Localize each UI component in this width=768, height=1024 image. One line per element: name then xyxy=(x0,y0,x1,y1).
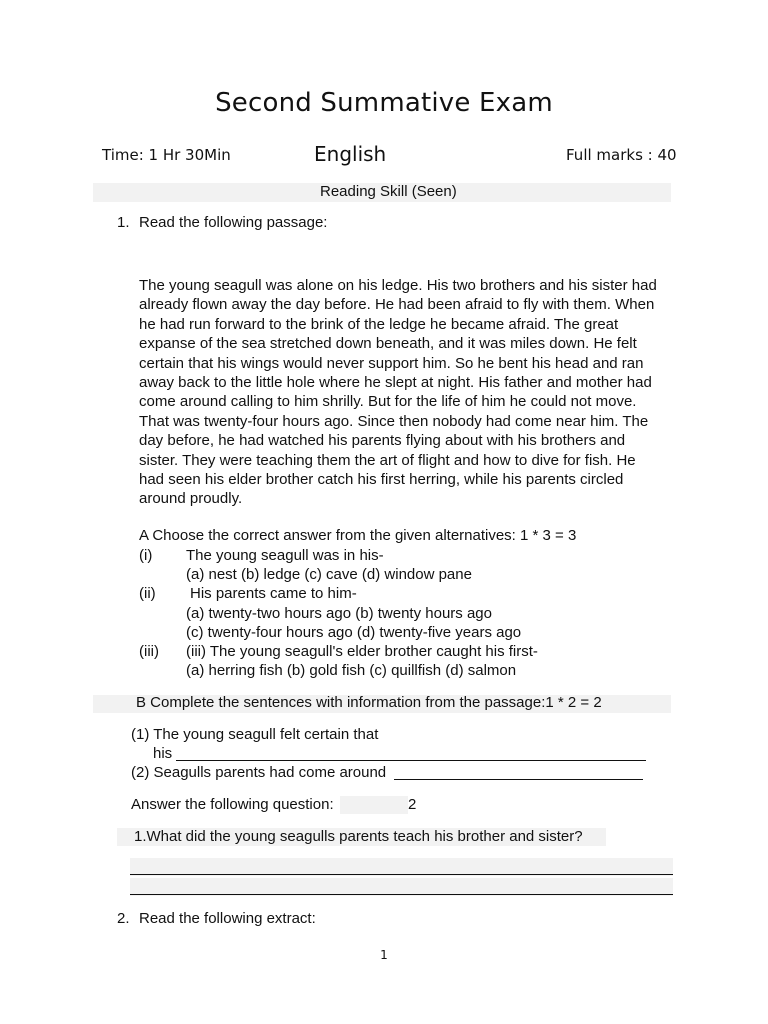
passage-line: certain that his wings would never support him. So he bent his head and ran xyxy=(139,354,644,372)
item-ii-options-1: (a) twenty-two hours ago (b) twenty hours ago xyxy=(186,605,492,622)
passage-line: had seen his elder brother catch his first herring, while his parents circled xyxy=(139,471,624,489)
item-ii-options-2: (c) twenty-four hours ago (d) twenty-five years ago xyxy=(186,624,522,641)
question-2-number: 2. xyxy=(117,910,130,927)
reading-passage xyxy=(139,276,679,509)
part-b-sentence-1-his: his xyxy=(153,745,173,762)
section-title: Reading Skill (Seen) xyxy=(320,183,457,200)
answer-line[interactable] xyxy=(130,880,673,895)
part-b-sentence-2: (2) Seagulls parents had come around xyxy=(131,764,387,781)
passage-line: That was twenty-four hours ago. Since then nobody had come near him. The xyxy=(139,412,649,430)
item-i-options: (a) nest (b) ledge (c) cave (d) window pane xyxy=(186,566,472,583)
part-c-marks: 2 xyxy=(408,796,417,813)
exam-time: Time: 1 Hr 30Min xyxy=(102,146,231,164)
part-b-title: B Complete the sentences with information from the passage:1 * 2 = 2 xyxy=(136,694,602,711)
exam-subject: English xyxy=(314,142,387,166)
passage-line: away back to the little hole where he slept at night. His father and mother had xyxy=(139,374,652,392)
item-iii-label: (iii) xyxy=(139,643,159,660)
part-a-title: A Choose the correct answer from the given alternatives: 1 * 3 = 3 xyxy=(139,527,577,544)
passage-line: he had run forward to the brink of the ledge he became afraid. The great xyxy=(139,315,619,333)
item-i-text: The young seagull was in his- xyxy=(186,547,384,564)
question-1-number: 1. xyxy=(117,214,130,231)
item-iii-options: (a) herring fish (b) gold fish (c) quillfish (d) salmon xyxy=(186,662,517,679)
item-ii-label: (ii) xyxy=(139,585,156,602)
answer-blank[interactable] xyxy=(394,765,643,780)
question-1-instruction: Read the following passage: xyxy=(139,214,328,231)
page-number: 1 xyxy=(380,948,388,962)
passage-line: around proudly. xyxy=(139,490,243,508)
passage-line: day before, he had watched his parents flying about with his brothers and xyxy=(139,432,626,450)
passage-line: expanse of the sea stretched down beneath, and it was miles down. He felt xyxy=(139,335,637,353)
full-marks: Full marks : 40 xyxy=(566,146,677,164)
item-iii-text: (iii) The young seagull's elder brother caught his first- xyxy=(186,643,538,660)
answer-line[interactable] xyxy=(130,860,673,875)
question-2-instruction: Read the following extract: xyxy=(139,910,316,927)
answer-blank[interactable] xyxy=(176,746,646,761)
part-b-sentence-1: (1) The young seagull felt certain that xyxy=(131,726,379,743)
marks-shade xyxy=(340,796,408,814)
part-c-question: 1.What did the young seagulls parents teach his brother and sister? xyxy=(134,828,583,845)
passage-line: sister. They were teaching them the art of flight and how to dive for fish. He xyxy=(139,451,636,469)
passage-line: The young seagull was alone on his ledge. His two brothers and his sister had xyxy=(139,277,657,294)
passage-line: already flown away the day before. He had been afraid to fly with them. When xyxy=(139,296,655,314)
part-c-title: Answer the following question: xyxy=(131,796,334,813)
exam-title: Second Summative Exam xyxy=(215,88,553,118)
passage-line: come around calling to him shrilly. But for the life of him he could not move. xyxy=(139,393,637,411)
item-ii-text: His parents came to him- xyxy=(190,585,357,602)
item-i-label: (i) xyxy=(139,547,153,564)
